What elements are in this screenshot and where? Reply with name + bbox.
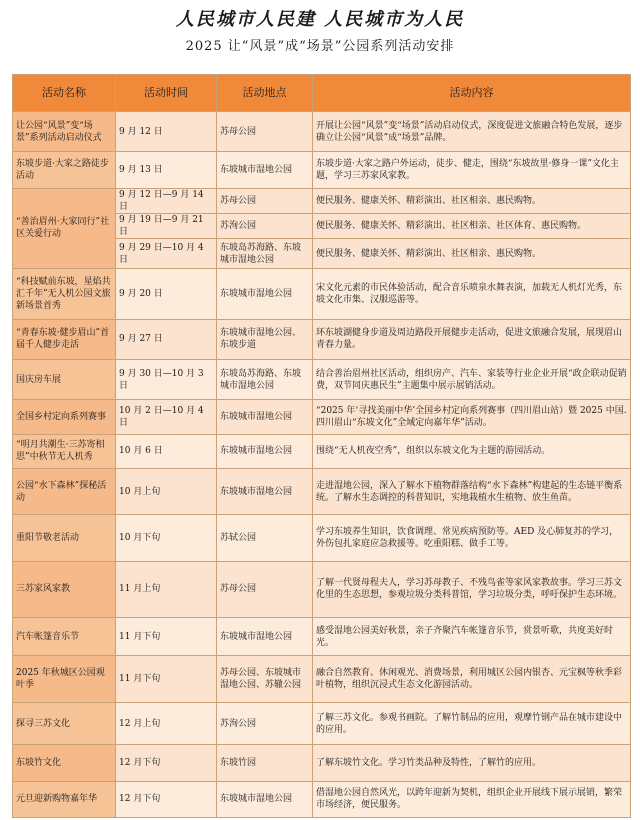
activity-time: 12 月上旬	[116, 702, 217, 744]
activity-time: 10 月上旬	[116, 468, 217, 514]
activity-place: 东坡岛苏海路、东坡城市湿地公园	[217, 360, 313, 400]
activity-content: 了解三苏文化。参观书画院。了解竹制品的应用，观摩竹钢产品在城市建设中的应用。	[313, 702, 631, 744]
activity-place: 东坡城市湿地公园	[217, 434, 313, 468]
column-header-name: 活动名称	[13, 75, 116, 112]
activity-place: 东坡城市湿地公园	[217, 152, 313, 188]
activity-place: 东坡城市湿地公园	[217, 400, 313, 434]
activity-name: “青春东坡·健步眉山”首届千人健步走活	[13, 319, 116, 359]
activity-time: 11 月下旬	[116, 656, 217, 702]
activity-time: 12 月下旬	[116, 781, 217, 817]
activity-name: “善治眉州·大家同行”社区关爱行动	[13, 188, 116, 269]
activity-time: 9 月 12 日—9 月 14 日	[116, 188, 217, 213]
activity-time: 10 月 2 日—10 月 4 日	[116, 400, 217, 434]
activity-name: 全国乡村定向系列赛事	[13, 400, 116, 434]
activity-time: 9 月 27 日	[116, 319, 217, 359]
activity-name: “明月共潮生·三苏寄相思”中秋节无人机秀	[13, 434, 116, 468]
activity-name: 东坡步道·大家之路徒步活动	[13, 152, 116, 188]
activity-content: 学习东坡养生知识，饮食调理、常见疾病预防等。AED 及心肺复苏的学习，外伤包扎家庭应急救援等。吃重阳糕、做手工等。	[313, 515, 631, 561]
table-row	[13, 319, 631, 359]
activity-time: 9 月 29 日—10 月 4 日	[116, 239, 217, 269]
activity-time: 9 月 12 日	[116, 112, 217, 152]
activity-place: 东坡城市湿地公园	[217, 781, 313, 817]
activity-content: 围绕“无人机夜空秀”，组织以东坡文化为主题的游园活动。	[313, 434, 631, 468]
activity-place: 苏母公园	[217, 112, 313, 152]
activity-place: 东坡城市湿地公园	[217, 468, 313, 514]
table-row	[13, 781, 631, 817]
activity-name: 东坡竹文化	[13, 745, 116, 781]
activity-content: 开展让公园“风景”变“场景”活动启动仪式，深度促进文旅融合特色发展，逐步确立让公园“风景”成“场景”品牌。	[313, 112, 631, 152]
table-row	[13, 618, 631, 656]
table-row	[13, 702, 631, 744]
activity-time: 11 月下旬	[116, 618, 217, 656]
activity-name: 国庆房车展	[13, 360, 116, 400]
activity-place: 苏轼公园	[217, 515, 313, 561]
table-row	[13, 269, 631, 319]
activity-time: 9 月 30 日—10 月 3 日	[116, 360, 217, 400]
schedule-subtitle: 2025 让“风景”成“场景”公园系列活动安排	[185, 39, 455, 54]
activity-place: 东坡城市湿地公园	[217, 618, 313, 656]
column-header-time: 活动时间	[116, 75, 217, 112]
table-row	[13, 515, 631, 561]
activity-time: 12 月下旬	[116, 745, 217, 781]
activity-content: 借湿地公园自然风光，以跨年迎新为契机，组织企业开展线下展示展销，繁荣市场经济，便民服务。	[313, 781, 631, 817]
table-row	[13, 656, 631, 702]
activity-content: 便民服务、健康关怀、精彩演出、社区相亲、社区体育、惠民购物。	[313, 213, 631, 238]
activity-content: “2025 年‘寻找美丽中华’全国乡村定向系列赛事（四川眉山站）暨 2025 中国. 四川眉山“东坡文化”全域定向嘉年华”活动。	[313, 400, 631, 434]
activity-time: 11 月上旬	[116, 561, 217, 617]
activity-time: 9 月 20 日	[116, 269, 217, 319]
table-row	[13, 360, 631, 400]
activity-place: 苏母公园	[217, 188, 313, 213]
activity-content: 感受湿地公园美好秋景，亲子齐聚汽车帐篷音乐节，赏景听歌，共度美好时光。	[313, 618, 631, 656]
activity-place: 东坡城市湿地公园	[217, 269, 313, 319]
activity-content: 了解一代贤母程夫人，学习苏母教子、不残鸟雀等家风家教故事。学习三苏文化里的生态思想，参观垃圾分类科普馆，学习垃圾分类，呼吁保护生态环境。	[313, 561, 631, 617]
activity-content: 结合善治眉州社区活动，组织房产、汽车、家装等行业企业开展“政企联动促销费，双节同庆惠民生”主题集中展示展销活动。	[313, 360, 631, 400]
activity-name: 让公园“风景”变“场景”系列活动启动仪式	[13, 112, 116, 152]
activity-name: 三苏家风家教	[13, 561, 116, 617]
activity-place: 东坡竹园	[217, 745, 313, 781]
table-row	[13, 745, 631, 781]
table-header-row	[13, 75, 631, 112]
activity-content: 环东坡湖健身步道及周边路段开展健步走活动，促进文旅融合发展，展现眉山青春力量。	[313, 319, 631, 359]
activity-name: 汽车帐篷音乐节	[13, 618, 116, 656]
slogan-title: 人民城市人民建 人民城市为人民	[175, 9, 465, 30]
activity-name: 2025 年秋城区公园观叶季	[13, 656, 116, 702]
activity-place: 苏母公园、东坡城市湿地公园、苏辙公园	[217, 656, 313, 702]
activity-name: “科技赋前东坡，星焰共汇千年”无人机公园文旅新场景首秀	[13, 269, 116, 319]
table-row	[13, 561, 631, 617]
activity-content: 东坡步道·大家之路户外运动，徒步、健走，围绕“东坡故里·修身一课”文化主题，学习三苏家风家教。	[313, 152, 631, 188]
activity-place: 东坡城市湿地公园、东坡步道	[217, 319, 313, 359]
table-row	[13, 188, 631, 213]
activity-time: 9 月 19 日—9 月 21 日	[116, 213, 217, 238]
activity-content: 便民服务、健康关怀、精彩演出、社区相亲、惠民购物。	[313, 188, 631, 213]
table-row	[13, 112, 631, 152]
table-row	[13, 468, 631, 514]
activity-name: 探寻三苏文化	[13, 702, 116, 744]
activity-content: 宋文化元素的市民体验活动，配合音乐喷泉水舞表演，加载无人机灯光秀，东坡文化市集、汉服巡游等。	[313, 269, 631, 319]
activity-content: 了解东坡竹文化。学习竹类品种及特性，了解竹的应用。	[313, 745, 631, 781]
activity-name: 重阳节敬老活动	[13, 515, 116, 561]
activity-content: 融合自然教育、休闲观光、消费场景，利用城区公园内银杏、元宝枫等秋季彩叶植物，组织沉浸式生态文化游园活动。	[313, 656, 631, 702]
activity-place: 苏洵公园	[217, 702, 313, 744]
activity-time: 9 月 13 日	[116, 152, 217, 188]
table-row	[13, 152, 631, 188]
column-header-content: 活动内容	[313, 75, 631, 112]
activity-content: 走进湿地公园，深入了解水下植物群落结构“水下森林”构建起的生态链平衡系统。了解水生态调控的科普知识，实地栽植水生植物、放生鱼苗。	[313, 468, 631, 514]
table-row	[13, 400, 631, 434]
activity-name: 公园“水下森林”探秘活动	[13, 468, 116, 514]
activity-table	[12, 74, 631, 818]
column-header-place: 活动地点	[217, 75, 313, 112]
activity-time: 10 月 6 日	[116, 434, 217, 468]
activity-time: 10 月下旬	[116, 515, 217, 561]
activity-place: 苏洵公园	[217, 213, 313, 238]
activity-content: 便民服务、健康关怀、精彩演出、社区相亲、惠民购物。	[313, 239, 631, 269]
activity-name: 元旦迎新购物嘉年华	[13, 781, 116, 817]
table-row	[13, 434, 631, 468]
activity-place: 东坡岛苏海路、东坡城市湿地公园	[217, 239, 313, 269]
activity-place: 苏母公园	[217, 561, 313, 617]
